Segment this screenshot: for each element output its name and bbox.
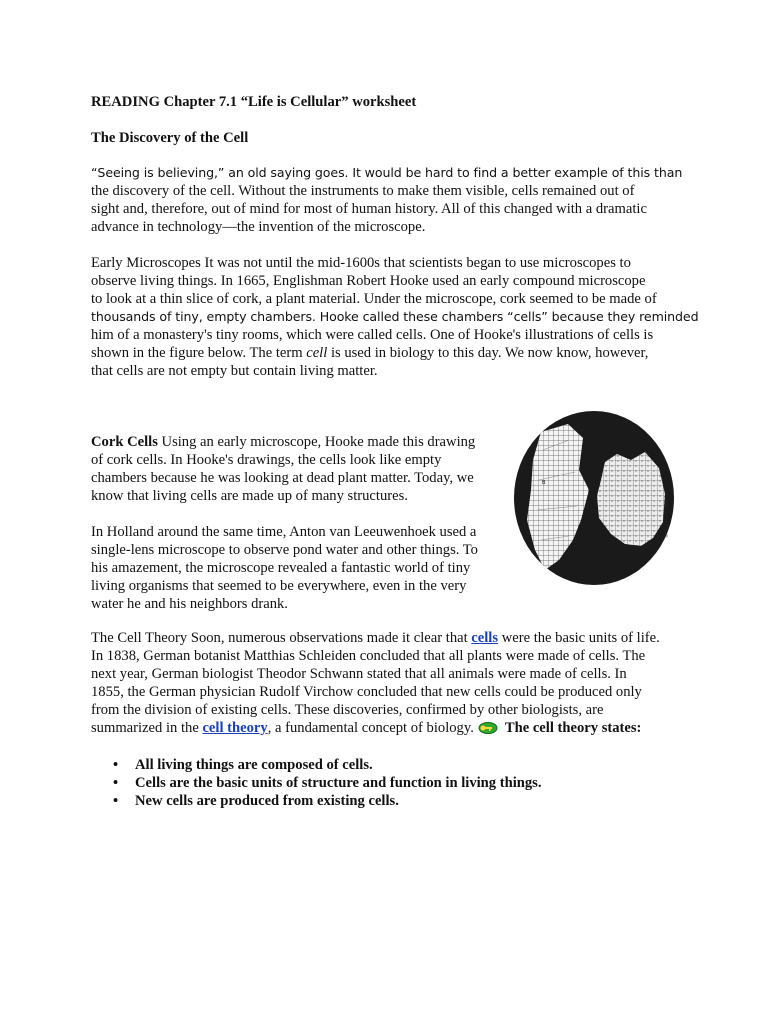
text-line: his amazement, the microscope revealed a fantastic world of tiny <box>91 560 471 576</box>
link-cell-theory[interactable]: cell theory <box>202 720 268 736</box>
figure-label: B <box>542 480 546 486</box>
text-line: In Holland around the same time, Anton van Leeuwenhoek used a <box>91 524 477 540</box>
text-line: know that living cells are made up of many structures. <box>91 488 408 504</box>
bullet-dot: • <box>113 793 119 809</box>
text-line: from the division of existing cells. These discoveries, confirmed by other biologists, are <box>91 702 604 718</box>
text-line <box>91 719 641 739</box>
page-title: READING Chapter 7.1 “Life is Cellular” worksheet <box>91 94 417 110</box>
text-line: of cork cells. In Hooke's drawings, the cells look like empty <box>91 452 442 468</box>
text-line: to look at a thin slice of cork, a plant material. Under the microscope, cork seemed to be made of <box>91 291 657 307</box>
text-line: In 1838, German botanist Matthias Schleiden concluded that all plants were made of cells. The <box>91 648 646 664</box>
text-line: “Seeing is believing,” an old saying goes. It would be hard to find a better example of this than <box>91 165 683 180</box>
text-line: Early Microscopes It was not until the mid-1600s that scientists began to use microscopes to <box>91 255 631 271</box>
text-line: 1855, the German physician Rudolf Virchow concluded that new cells could be produced only <box>91 684 642 700</box>
text-run: is used in biology to this day. We now know, however, <box>327 345 649 361</box>
text-run: The Cell Theory Soon, numerous observations made it clear that <box>91 630 472 646</box>
list-item-text: All living things are composed of cells. <box>135 757 373 773</box>
text-line: observe living things. In 1665, Englishman Robert Hooke used an early compound microscope <box>91 273 646 289</box>
list-item <box>113 756 373 774</box>
italic-term: cell <box>306 345 328 361</box>
text-run: summarized in the <box>91 720 203 736</box>
cork-cells-drawing <box>513 410 675 586</box>
text-line <box>91 344 648 362</box>
text-run: , a fundamental concept of biology. <box>267 720 474 736</box>
list-item <box>113 774 542 792</box>
text-run: Using an early microscope, Hooke made this drawing <box>157 434 476 450</box>
list-item <box>113 792 399 810</box>
list-item-text: Cells are the basic units of structure and function in living things. <box>135 775 542 791</box>
cork-cells-figure <box>513 410 675 586</box>
text-line: thousands of tiny, empty chambers. Hooke called these chambers “cells” because they reminded <box>91 309 699 324</box>
key-icon[interactable] <box>478 721 498 739</box>
section-heading: The Discovery of the Cell <box>91 130 249 146</box>
text-line <box>91 433 475 451</box>
cell-theory-lead: The cell theory states: <box>504 720 642 736</box>
text-run: were the basic units of life. <box>498 630 660 646</box>
text-line: advance in technology—the invention of the microscope. <box>91 219 426 235</box>
text-line: chambers because he was looking at dead plant matter. Today, we <box>91 470 474 486</box>
bold-lead: Cork Cells <box>91 434 158 450</box>
link-cells[interactable]: cells <box>471 630 499 646</box>
text-line: single-lens microscope to observe pond water and other things. To <box>91 542 478 558</box>
bullet-dot: • <box>113 775 119 791</box>
text-line: living organisms that seemed to be everywhere, even in the very <box>91 578 467 594</box>
list-item-text: New cells are produced from existing cells. <box>135 793 399 809</box>
text-run: shown in the figure below. The term <box>91 345 307 361</box>
text-line: next year, German biologist Theodor Schwann stated that all animals were made of cells. In <box>91 666 627 682</box>
text-line <box>91 629 660 647</box>
bullet-dot: • <box>113 757 119 773</box>
text-line: water he and his neighbors drank. <box>91 596 288 612</box>
text-line: him of a monastery's tiny rooms, which were called cells. One of Hooke's illustrations of cells is <box>91 327 654 343</box>
image-credit: © Peter Arnold, Inc. <box>664 488 670 538</box>
text-line: that cells are not empty but contain living matter. <box>91 363 378 379</box>
text-line: the discovery of the cell. Without the instruments to make them visible, cells remained out of <box>91 183 635 199</box>
text-line: sight and, therefore, out of mind for most of human history. All of this changed with a dramatic <box>91 201 647 217</box>
